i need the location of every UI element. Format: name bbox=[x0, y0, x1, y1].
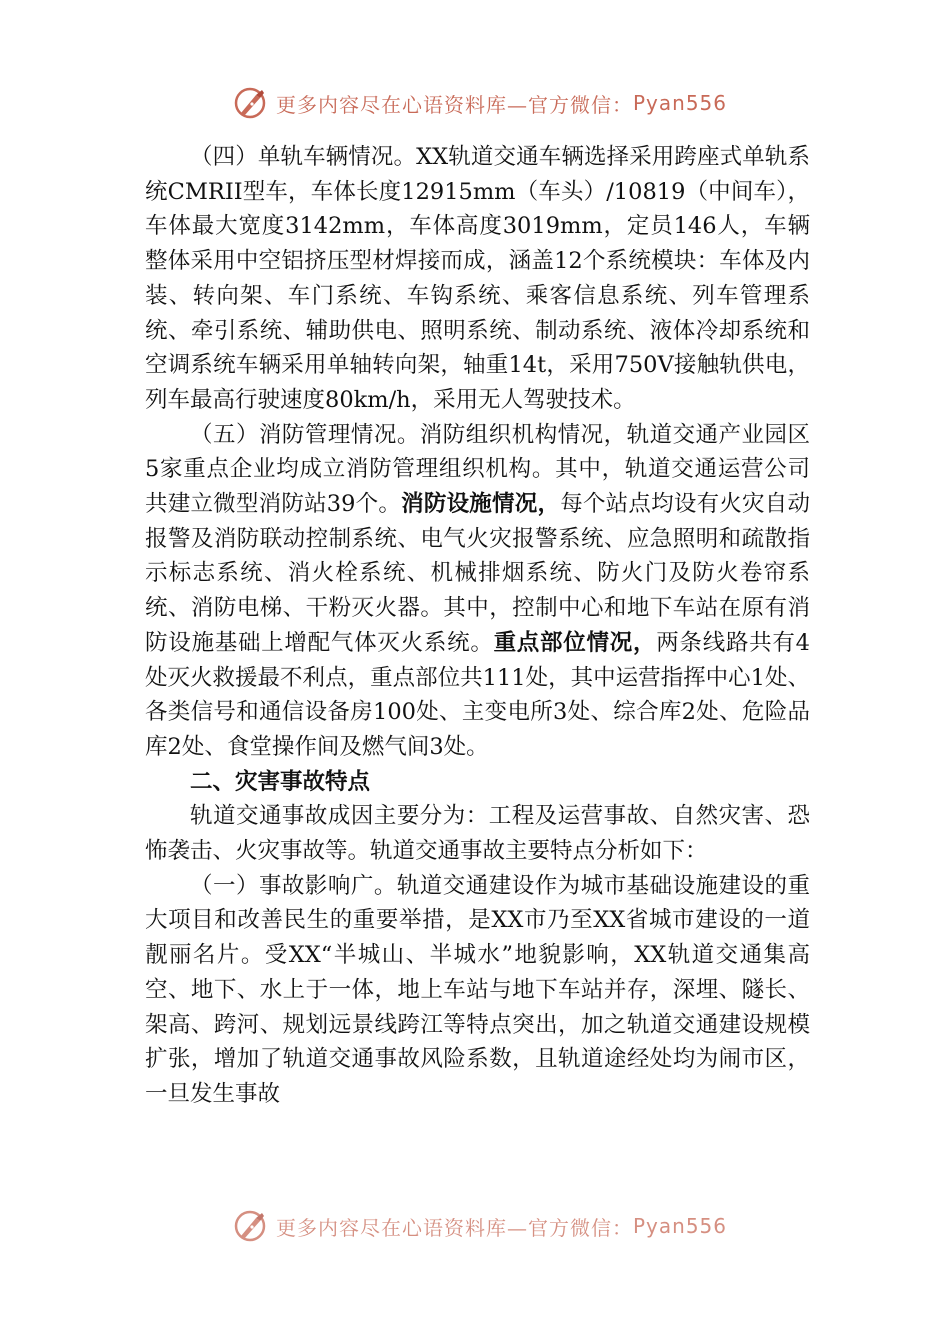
section-lead: （一）事故影响广。 bbox=[190, 872, 397, 899]
bold-subheading: 重点部位情况， bbox=[493, 629, 657, 656]
section-heading: 二、灾害事故特点 bbox=[190, 768, 371, 795]
watermark-wechat-id: Pyan556 bbox=[633, 1214, 728, 1238]
paragraph-text: 消防组织机构情况，轨道交通产业园区5家重点企业均成立消防管理组织机构。其中，轨道交通运营公司共建立微型消防站39个。 bbox=[145, 421, 810, 518]
watermark-text: 更多内容尽在心语资料库—官方微信： bbox=[276, 92, 633, 117]
paragraph-fire-management bbox=[145, 418, 810, 765]
section-lead: （四）单轨车辆情况。 bbox=[190, 144, 417, 170]
watermark-text: 更多内容尽在心语资料库—官方微信： bbox=[276, 1215, 633, 1240]
section-lead: （五）消防管理情况。 bbox=[190, 421, 420, 448]
watermark-header bbox=[232, 85, 732, 121]
paragraph-vehicle bbox=[145, 140, 810, 418]
bold-subheading: 消防设施情况， bbox=[401, 491, 561, 518]
watermark-footer bbox=[232, 1208, 732, 1244]
paragraph-impact bbox=[145, 869, 810, 1112]
paragraph-text: 轨道交通建设作为城市基础设施建设的重大项目和改善民生的重要举措，是XX市乃至XX省城市建设的一道靓丽名片。受XX“半城山、半城水”地貌影响，XX轨道交通集高空、地下、水上于一体，地上车站与地下车站并存，深埋、隧长、架高、跨河、规划远景线跨江等特点突出，加之轨道交通建设规模扩张，增加了轨道交通事故风险系数，且轨道途经处均为闹市区，一旦发生事故 bbox=[145, 872, 810, 1107]
fountain-pen-logo-icon bbox=[232, 85, 268, 121]
watermark-wechat-id: Pyan556 bbox=[633, 91, 728, 115]
fountain-pen-logo-icon bbox=[232, 1208, 268, 1244]
paragraph-text: 每个站点均设有火灾自动报警及消防联动控制系统、电气火灾报警系统、应急照明和疏散指示标志系统、消火栓系统、机械排烟系统、防火门及防火卷帘系统、消防电梯、干粉灭火器。其中，控制中心和地下车站在原有消防设施基础上增配气体灭火系统。 bbox=[145, 491, 810, 656]
document-body bbox=[145, 140, 810, 1112]
paragraph-text: XX轨道交通车辆选择采用跨座式单轨系统CMRII型车，车体长度12915mm（车头）/10819（中间车），车体最大宽度3142mm，车体高度3019mm，定员146人，车辆整体采用中空铝挤压型材焊接而成，涵盖12个系统模块：车体及内装、转向架、车门系统、车钩系统、乘客信息系统、列车管理系统、牵引系统、辅助供电、照明系统、制动系统、液体冷却系统和空调系统车辆采用单轴转向架，轴重14t，采用750V接触轨供电，列车最高行驶速度80km/h，采用无人驾驶技术。 bbox=[145, 144, 810, 413]
paragraph-text: 两条线路共有4处灭火救援最不利点，重点部位共111处，其中运营指挥中心1处、各类信号和通信设备房100处、主变电所3处、综合库2处、危险品库2处、食堂操作间及燃气间3处。 bbox=[145, 629, 810, 760]
paragraph-intro: 轨道交通事故成因主要分为：工程及运营事故、自然灾害、恐怖袭击、火灾事故等。轨道交通事故主要特点分析如下： bbox=[145, 803, 810, 865]
